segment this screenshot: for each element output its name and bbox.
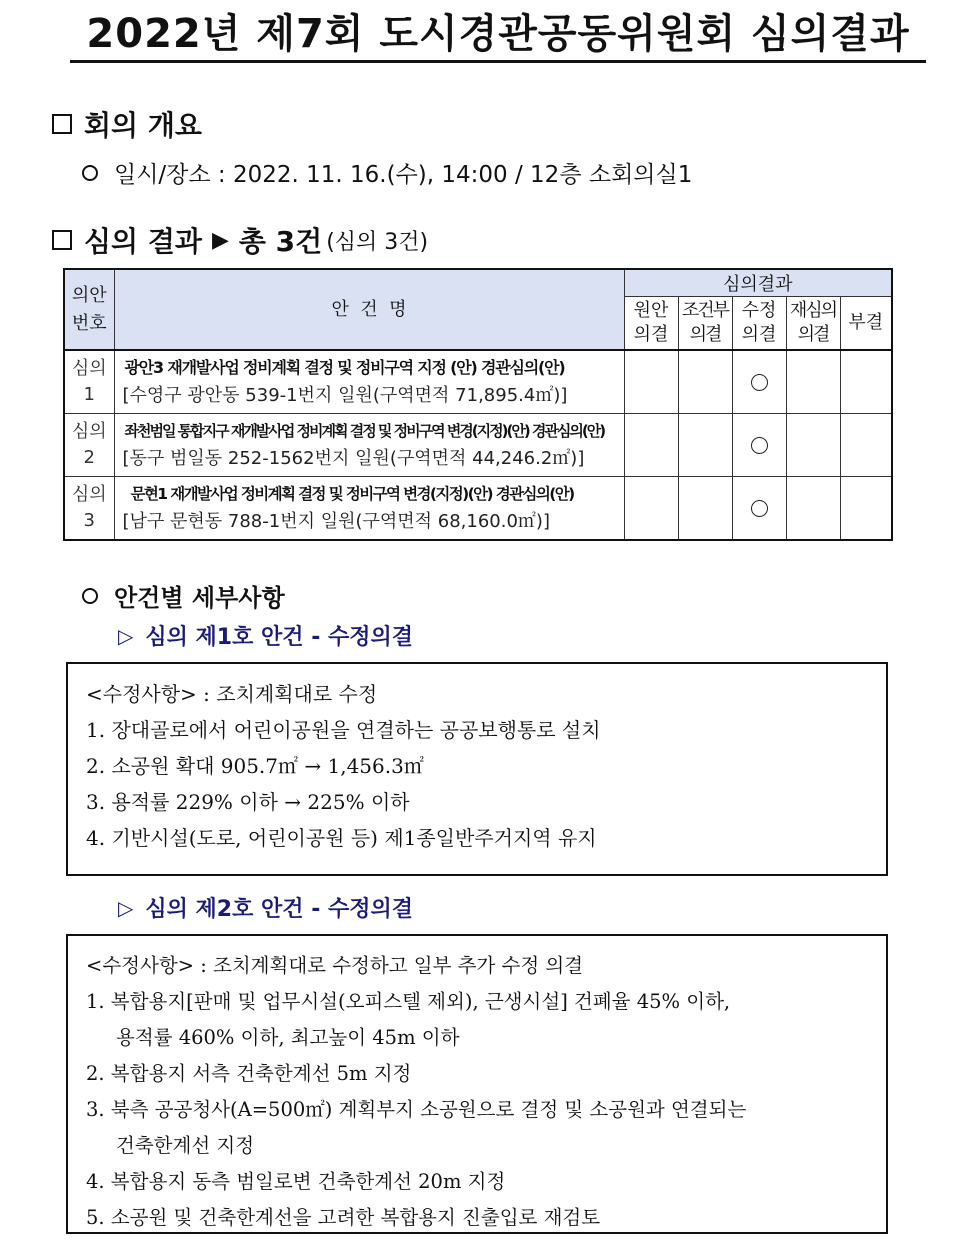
table-row [64,414,892,477]
detail-line: 용적률 460% 이하, 최고높이 45m 이하 [116,1026,460,1049]
item1-heading [118,620,413,651]
item1-detail-box [66,662,888,876]
section-overview-heading: 회의 개요 [84,109,202,142]
item1-heading-text: 심의 제1호 안건 - 수정의결 [145,625,413,650]
detail-line: 3. 북측 공공청사(A=500㎡) 계획부지 소공원으로 결정 및 소공원과 연결되는 [86,1098,747,1121]
col-header-result-group: 심의결과 [624,269,892,297]
detail-line: 2. 복합용지 서측 건축한계선 5m 지정 [86,1062,412,1085]
circle-mark-icon [751,374,768,391]
agenda-name: 광안3 재개발사업 정비계획 결정 및 정비구역 지정 (안) 경관심의(안) [124,358,565,377]
detail-line: 4. 기반시설(도로, 어린이공원 등) 제1종일반주거지역 유지 [86,826,597,850]
item2-heading-text: 심의 제2호 안건 - 수정의결 [145,897,413,922]
cell-modified [732,414,786,477]
col-header-rejected: 부결 [840,297,892,351]
row-no: 심의 2 [64,414,114,477]
row-agenda [114,350,624,414]
section-results-heading: 심의 결과 [84,225,202,258]
detail-line: <수정사항> : 조치계획대로 수정 [86,682,378,706]
triangle-outline-icon: ▷ [118,623,134,648]
cell-modified [732,350,786,414]
results-total-detail: (심의 3건) [326,229,429,255]
table-row [64,477,892,541]
col-header-modified: 수정 의결 [732,297,786,351]
results-table [63,268,893,541]
agenda-address: [남구 문현동 788-1번지 일원(구역면적 68,160.0㎡)] [122,511,550,532]
cell-rereview [786,477,840,541]
circle-bullet-icon [82,165,98,181]
detail-line: 4. 복합용지 동측 범일로변 건축한계선 20m 지정 [86,1170,506,1193]
cell-conditional [678,350,732,414]
detail-line: 1. 복합용지[판매 및 업무시설(오피스텔 제외), 근생시설] 건폐율 45% 이하, [86,990,731,1013]
row-agenda [114,477,624,541]
item2-detail-box [66,934,888,1234]
row-agenda [114,414,624,477]
checkbox-square-icon [52,114,72,134]
agenda-name: 문현1 재개발사업 정비계획 결정 및 정비구역 변경(지정)(안) 경관심의(안) [130,485,574,503]
cell-conditional [678,477,732,541]
detail-line: 1. 장대골로에서 어린이공원을 연결하는 공공보행통로 설치 [86,718,601,742]
page-title: 2022년 제7회 도시경관공동위원회 심의결과 [70,8,926,63]
cell-original [624,477,678,541]
col-header-name: 안 건 명 [114,269,624,350]
cell-rejected [840,414,892,477]
cell-original [624,414,678,477]
details-heading-text: 안건별 세부사항 [114,584,285,612]
row-no: 심의 1 [64,350,114,414]
circle-mark-icon [751,437,768,454]
table-row [64,350,892,414]
datetime-place-text: 일시/장소 : 2022. 11. 16.(수), 14:00 / 12층 소회의실1 [114,162,693,188]
section-overview [52,104,202,144]
cell-original [624,350,678,414]
results-total: 총 3건 [238,225,323,258]
col-header-no: 의안 번호 [64,269,114,350]
triangle-right-icon: ▶ [211,227,229,253]
triangle-outline-icon: ▷ [118,895,134,920]
detail-line: 건축한계선 지정 [116,1134,255,1157]
section-results [52,220,428,260]
cell-conditional [678,414,732,477]
checkbox-square-icon [52,230,72,250]
detail-line: <수정사항> : 조치계획대로 수정하고 일부 추가 수정 의결 [86,954,584,977]
col-header-rereview: 재심의 의결 [786,297,840,351]
row-no: 심의 3 [64,477,114,541]
col-header-original: 원안 의결 [624,297,678,351]
cell-rereview [786,350,840,414]
agenda-address: [동구 범일동 252-1562번지 일원(구역면적 44,246.2㎡)] [122,448,585,469]
overview-datetime [82,156,692,189]
detail-line: 3. 용적률 229% 이하 → 225% 이하 [86,790,410,814]
cell-rejected [840,477,892,541]
details-heading [82,578,285,613]
agenda-name: 좌천범일 통합지구 재개발사업 정비계획 결정 및 정비구역 변경(지정)(안) 경관심의(안) [124,422,605,440]
detail-line: 5. 소공원 및 건축한계선을 고려한 복합용지 진출입로 재검토 [86,1206,601,1229]
circle-bullet-icon [82,588,98,604]
cell-rejected [840,350,892,414]
cell-rereview [786,414,840,477]
cell-modified [732,477,786,541]
detail-line: 2. 소공원 확대 905.7㎡ → 1,456.3㎡ [86,754,424,778]
item2-heading [118,892,413,923]
col-header-conditional: 조건부 의결 [678,297,732,351]
agenda-address: [수영구 광안동 539-1번지 일원(구역면적 71,895.4㎡)] [122,385,568,406]
circle-mark-icon [751,500,768,517]
